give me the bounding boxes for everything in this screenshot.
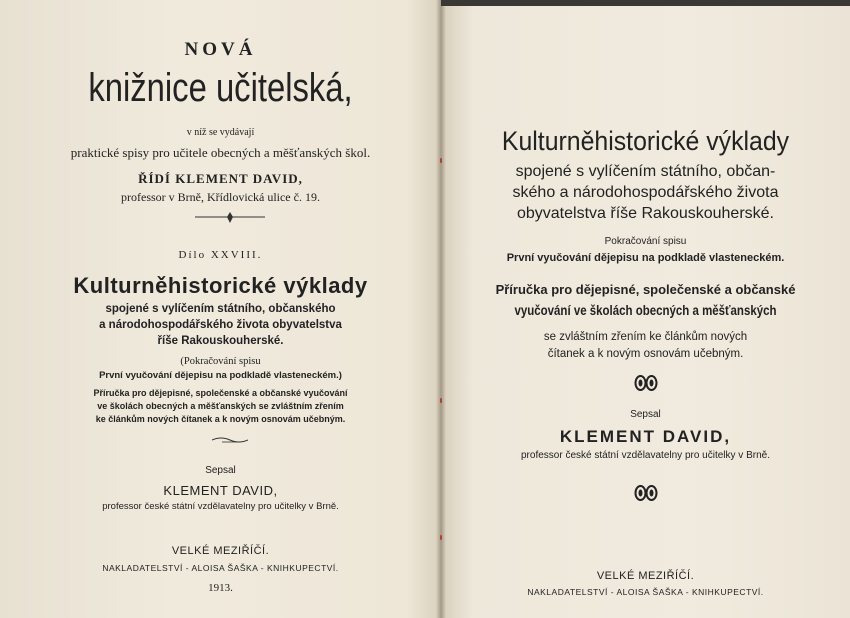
right-subtitle-1: spojené s vylíčením státního, občan- (515, 163, 776, 180)
right-title: Kulturněhistorické výklady (501, 126, 790, 156)
left-description-1: Příručka pro dějepisné, společenské a občanské vyučování (93, 388, 348, 398)
editor-address: professor v Brně, Křídlovická ulice č. 19. (121, 190, 320, 204)
left-subtitle-3: říše Rakouskouherské. (157, 335, 284, 347)
left-city: VELKÉ MEZIŘÍČÍ. (171, 545, 270, 557)
left-author-role: professor české státní vzdělavatelny pro učitelky v Brně. (102, 501, 339, 512)
small-ornament-icon (212, 436, 248, 446)
left-author: KLEMENT DAVID, (163, 483, 278, 498)
binding-stitch (440, 535, 442, 540)
right-description-4: čítanek a k novým osnovám učebným. (547, 348, 744, 360)
left-wrote-label: Sepsal (205, 465, 236, 476)
volume-label: Dílo XXVIII. (178, 249, 263, 261)
left-description-2: ve školách obecných a měšťanských se zvláštním zřením (97, 401, 344, 411)
series-sub2: praktické spisy pro učitele obecných a měšťanských škol. (70, 145, 371, 160)
right-subtitle-3: obyvatelstva říše Rakouskouherské. (516, 205, 774, 222)
right-author: KLEMENT DAVID, (559, 427, 732, 446)
left-description-3: ke článkům nových čítanek a k novým osnovám učebným. (95, 414, 346, 424)
book-gutter (436, 0, 446, 618)
left-title: Kulturněhistorické výklady (73, 273, 368, 298)
editor-line: ŘÍDÍ KLEMENT DAVID, (138, 171, 303, 186)
right-publisher: NAKLADATELSTVÍ - ALOISA ŠAŠKA - KNIHKUPECTVÍ. (527, 587, 764, 597)
left-continuation-1: (Pokračování spisu (180, 356, 261, 367)
right-wrote-label: Sepsal (630, 409, 661, 420)
right-page (441, 0, 850, 618)
right-ornament-icon (634, 374, 658, 392)
left-publisher: NAKLADATELSTVÍ - ALOISA ŠAŠKA - KNIHKUPECTVÍ. (102, 563, 339, 573)
left-continuation-2: První vyučování dějepisu na podkladě vlasteneckém.) (99, 370, 342, 381)
left-year: 1913. (208, 582, 233, 594)
page-top-edge (441, 0, 850, 6)
ornament-rule-icon (195, 211, 265, 225)
left-subtitle-1: spojené s vylíčením státního, občanského (105, 303, 336, 315)
right-description-2: vyučování ve školách obecných a měšťanských (514, 302, 777, 318)
left-subtitle-2: a národohospodářského života obyvatelstva (99, 319, 342, 331)
right-subtitle-2: ského a národohospodářského života (512, 184, 779, 201)
series-title: knižnice učitelská, (88, 66, 353, 110)
right-author-role: professor české státní vzdělavatelny pro učitelky v Brně. (520, 450, 770, 461)
right-continuation-label: Pokračování spisu (604, 236, 687, 247)
right-ornament-2-icon (634, 484, 658, 502)
right-continuation-title: První vyučování dějepisu na podkladě vlasteneckém. (506, 252, 785, 264)
series-sub1: v níž se vydávají (186, 127, 255, 138)
right-description-1: Příručka pro dějepisné, společenské a občanské (495, 282, 796, 297)
binding-stitch (440, 158, 442, 163)
right-city: VELKÉ MEZIŘÍČÍ. (596, 570, 695, 582)
right-description-3: se zvláštním zřením ke článkům nových (543, 331, 748, 343)
series-top: NOVÁ (184, 39, 257, 60)
binding-stitch (440, 398, 442, 403)
